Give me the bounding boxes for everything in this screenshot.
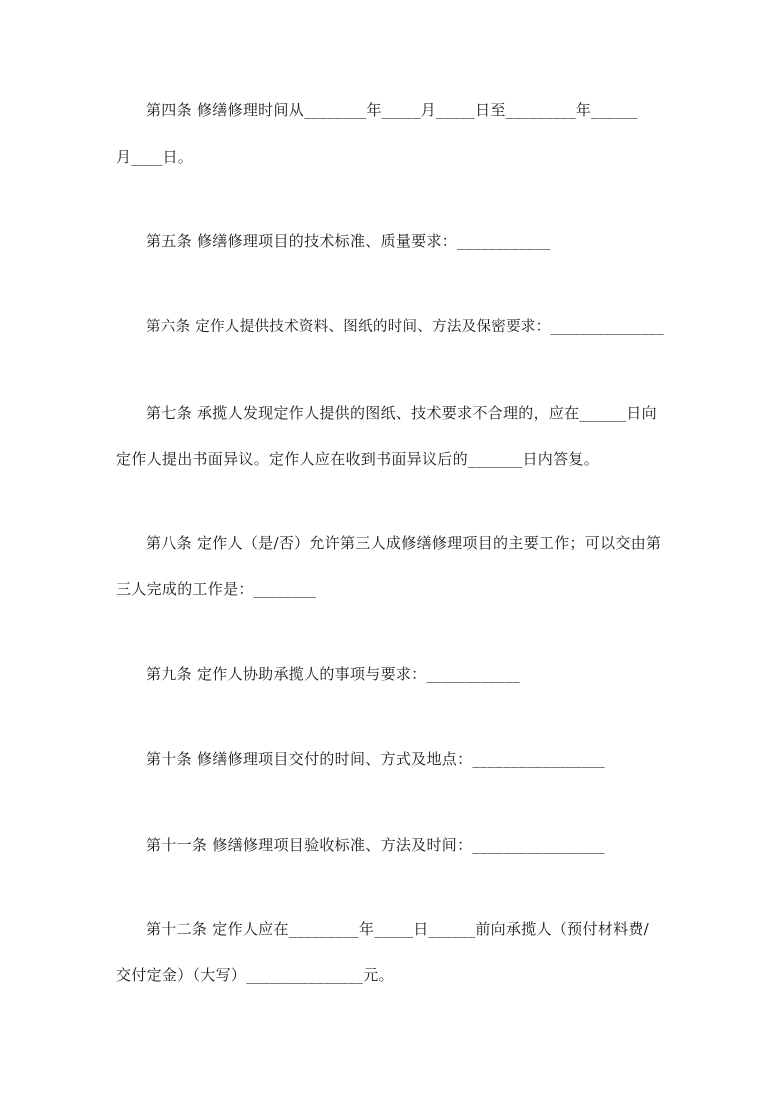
- article-4-line-2: 月____日。: [116, 148, 194, 166]
- article-11-line-1: 第十一条 修缮修理项目验收标准、方法及时间：_________________: [146, 836, 605, 854]
- article-4-line-1: 第四条 修缮修理时间从________年_____月_____日至_________年______: [146, 101, 638, 119]
- article-8-line-1: 第八条 定作人（是/否）允许第三人成修缮修理项目的主要工作；可以交由第: [146, 534, 662, 552]
- article-12-line-1: 第十二条 定作人应在_________年_____日______前向承揽人（预付材料费/: [146, 920, 650, 938]
- article-9-line-1: 第九条 定作人协助承揽人的事项与要求：____________: [146, 665, 521, 683]
- article-6-line-1: 第六条 定作人提供技术资料、图纸的时间、方法及保密要求：_______________: [146, 319, 664, 335]
- article-7-line-2: 定作人提出书面异议。定作人应在收到书面异议后的_______日内答复。: [116, 450, 600, 468]
- article-7-line-1: 第七条 承揽人发现定作人提供的图纸、技术要求不合理的，应在______日向: [146, 404, 657, 422]
- article-12-line-2: 交付定金）（大写）_______________元。: [116, 966, 394, 984]
- article-5-line-1: 第五条 修缮修理项目的技术标准、质量要求：____________: [146, 232, 551, 250]
- article-10-line-1: 第十条 修缮修理项目交付的时间、方式及地点：_________________: [146, 750, 605, 768]
- article-8-line-2: 三人完成的工作是：________: [116, 580, 317, 598]
